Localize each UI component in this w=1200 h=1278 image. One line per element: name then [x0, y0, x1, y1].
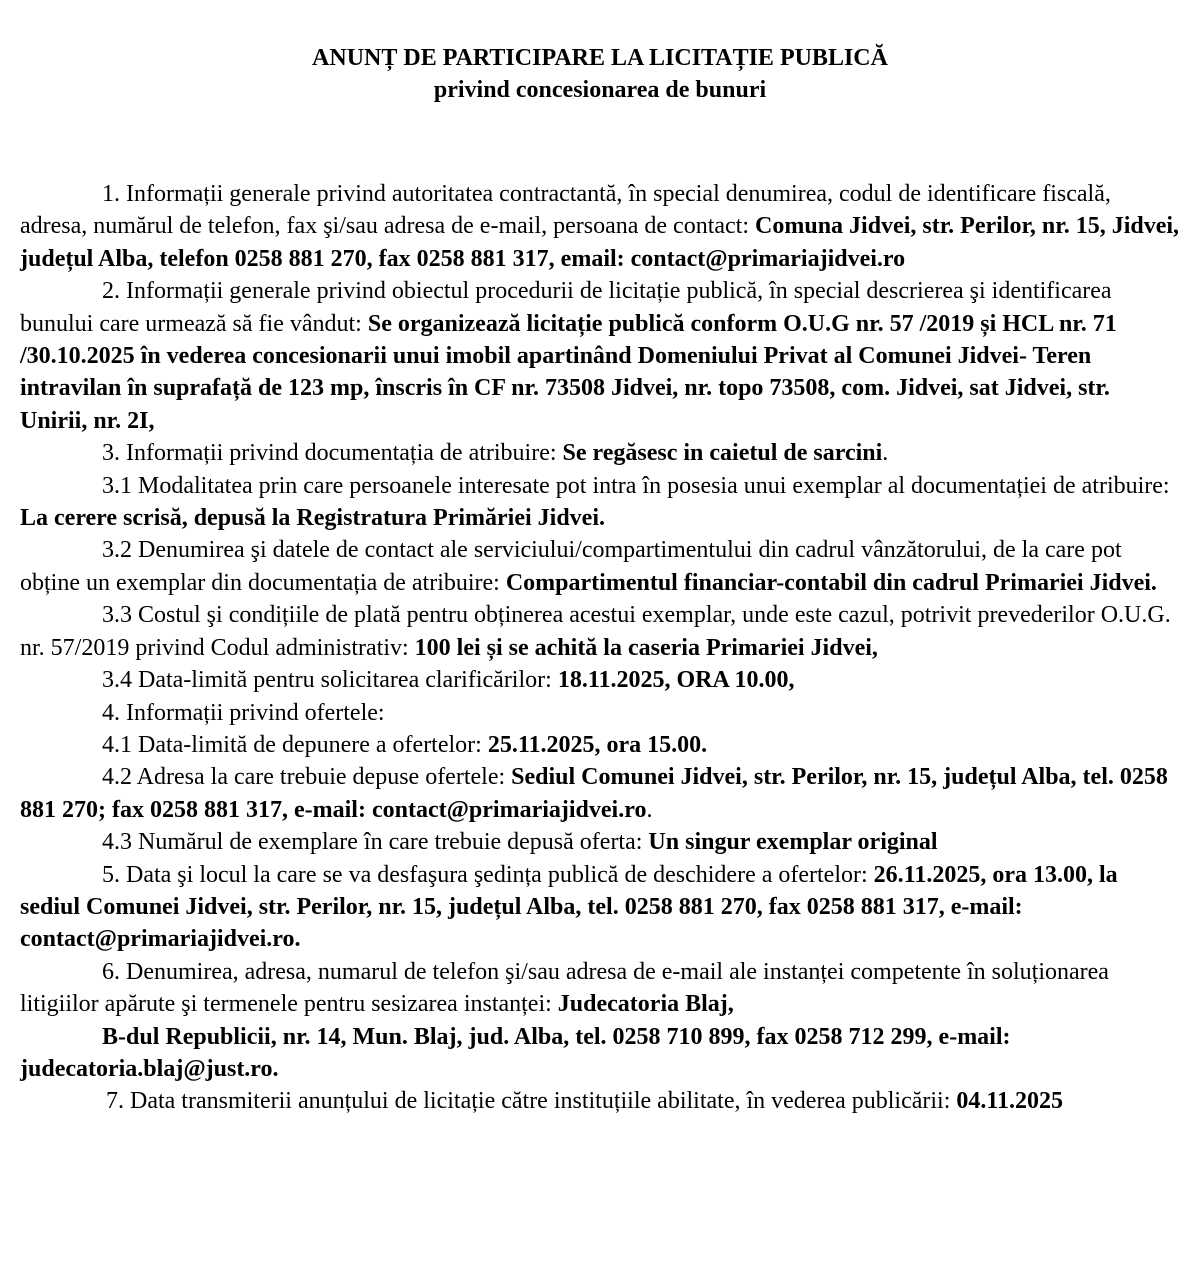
section-4-2-tail: . — [646, 796, 653, 823]
section-6-text: 6. Denumirea, adresa, numarul de telefon şi/sau adresa de e-mail ale instanței competente în soluționarea litigiilor apărute şi termenele pentru sesizarea instanței: — [20, 958, 1109, 1018]
section-3-4-text: 3.4 Data-limită pentru solicitarea clarificărilor: — [102, 667, 558, 694]
section-7-bold: 04.11.2025 — [956, 1088, 1064, 1115]
section-4-2-text: 4.2 Adresa la care trebuie depuse ofertele: — [102, 764, 512, 791]
announcement-title — [20, 42, 1180, 106]
section-7 — [20, 1085, 1180, 1117]
section-3-bold: Se regăsesc in caietul de sarcini — [562, 440, 883, 467]
section-4-3 — [20, 826, 1180, 858]
section-4-text: 4. Informații privind ofertele: — [102, 699, 385, 726]
section-2 — [20, 275, 1180, 437]
section-4-1-text: 4.1 Data-limită de depunere a ofertelor: — [102, 731, 488, 758]
section-3-3 — [20, 599, 1180, 664]
section-3-text: 3. Informații privind documentația de atribuire: — [102, 440, 563, 467]
court-address-bold: B-dul Republicii, nr. 14, Mun. Blaj, jud. Alba, tel. 0258 710 899, fax 0258 712 299, e-mail: judecatoria.blaj@just.ro. — [20, 1023, 1011, 1082]
section-3-2-text: 3.2 Denumirea şi datele de contact ale serviciului/compartimentului din cadrul vânzătorului, de la care pot obține un exemplar din documentația de atribuire: — [20, 537, 1122, 596]
section-4-3-bold: Un singur exemplar original — [648, 829, 938, 856]
section-6-bold: Judecatoria Blaj, — [557, 991, 734, 1018]
section-6 — [20, 956, 1180, 1021]
section-3-4-bold: 18.11.2025, ORA 10.00, — [557, 667, 795, 694]
section-3-1-text: 3.1 Modalitatea prin care persoanele interesate pot intra în posesia unui exemplar al documentației de atribuire: — [102, 472, 1170, 499]
section-2-text: 2. Informații generale privind obiectul procedurii de licitație publică, în special descrierea şi identificarea bunului care urmează să fie vândut: — [20, 278, 1112, 337]
section-3-2 — [20, 534, 1180, 599]
section-3 — [20, 437, 1180, 469]
section-3-4 — [20, 664, 1180, 696]
section-3-2-bold: Compartimentul financiar-contabil din cadrul Primariei Jidvei. — [505, 569, 1157, 596]
section-5 — [20, 859, 1180, 956]
section-5-text: 5. Data şi locul la care se va desfaşura şedința publică de deschidere a ofertelor: — [102, 861, 874, 888]
section-1-text: 1. Informații generale privind autoritatea contractantă, în special denumirea, codul de identificare fiscală, adresa, numărul de telefon, fax şi/sau adresa de e-mail, persoana de contact: — [20, 181, 1111, 240]
announcement-body — [20, 178, 1180, 1118]
section-1 — [20, 178, 1180, 275]
section-4-3-text: 4.3 Numărul de exemplare în care trebuie depusă oferta: — [102, 829, 649, 856]
section-3-3-text: 3.3 Costul şi condițiile de plată pentru obținerea acestui exemplar, unde este cazul, potrivit prevederilor O.U.G. nr. 57/2019 privind Codul administrativ: — [20, 602, 1171, 661]
section-6-court-address — [20, 1021, 1180, 1086]
section-4-2 — [20, 761, 1180, 826]
section-4 — [20, 697, 1180, 729]
section-5-bold: 26.11.2025, ora 13.00, la sediul Comunei Jidvei, str. Perilor, nr. 15, județul Alba, tel. 0258 881 270, fax 0258 881 317, e-mail: contact@primariajidvei.ro. — [20, 861, 1118, 953]
title-line-1: ANUNȚ DE PARTICIPARE LA LICITAȚIE PUBLICĂ — [312, 45, 888, 71]
section-1-bold: Comuna Jidvei, str. Perilor, nr. 15, Jidvei, județul Alba, telefon 0258 881 270, fax 0258 881 317, email: contact@primariajidvei.ro — [20, 213, 1180, 272]
section-4-1-bold: 25.11.2025, ora 15.00. — [487, 731, 708, 758]
section-3-1 — [20, 470, 1180, 535]
section-2-bold: Se organizează licitație publică conform O.U.G nr. 57 /2019 și HCL nr. 71 /30.10.2025 în vederea concesionarii unui imobil apartinând Domeniului Privat al Comunei Jidvei- Teren intravilan în suprafață de 123 mp, înscris în CF nr. 73508 Jidvei, nr. topo 73508, com. Jidvei, sat Jidvei, str. Unirii, nr. 2I, — [20, 310, 1117, 434]
section-4-1 — [20, 729, 1180, 761]
title-line-2: privind concesionarea de bunuri — [433, 77, 767, 103]
section-3-tail: . — [882, 440, 889, 467]
section-3-1-bold: La cerere scrisă, depusă la Registratura Primăriei Jidvei. — [20, 505, 605, 532]
section-7-text: 7. Data transmiterii anunțului de licitație către instituțiile abilitate, în vederea publicării: — [106, 1088, 957, 1115]
section-3-3-bold: 100 lei și se achită la caseria Primariei Jidvei, — [414, 634, 878, 661]
section-4-2-bold: Sediul Comunei Jidvei, str. Perilor, nr. 15, județul Alba, tel. 0258 881 270; fax 0258 881 317, e-mail: contact@primariajidvei.ro — [20, 764, 1168, 823]
